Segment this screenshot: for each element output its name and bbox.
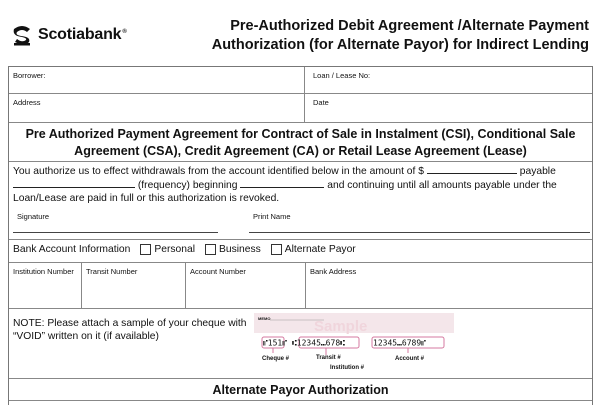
transit-number-caption: Transit # (316, 355, 341, 361)
borrower-label: Borrower: (13, 71, 46, 80)
account-number-field[interactable] (185, 263, 305, 308)
alternate-payor-label: Alternate Payor (284, 244, 356, 255)
cheque-number-micr: ⑈151⑈ (263, 338, 288, 348)
account-number-label: Account Number (190, 267, 246, 276)
personal-option[interactable] (140, 244, 195, 255)
pap-title-row (9, 123, 592, 162)
account-number-caption: Account # (395, 356, 425, 362)
form-title-line1: Pre-Authorized Debit Agreement /Alternate Payment (230, 18, 589, 34)
date-field[interactable] (304, 94, 594, 122)
bank-account-info (13, 244, 356, 255)
address-field[interactable] (9, 94, 304, 122)
alternate-payor-option[interactable] (271, 244, 356, 255)
auth-text-amount-intro: You authorize us to effect withdrawals from the account identified below in the amount of $ (13, 166, 424, 177)
bank-numbers-row (9, 263, 592, 309)
address-row (9, 94, 592, 123)
transit-number-label: Transit Number (86, 267, 138, 276)
beginning-date-blank[interactable] (240, 179, 324, 188)
cheque-sample-image (254, 313, 454, 377)
print-name-line[interactable] (249, 232, 590, 233)
account-number-micr: 12345⑉6789⑈ (373, 338, 426, 348)
bank-account-info-label: Bank Account Information (13, 244, 131, 255)
routing-number-micr: ⑆12345⑉678⑆ (292, 338, 345, 348)
address-label: Address (13, 98, 41, 107)
signature-line[interactable] (13, 232, 218, 233)
cheque-note-row (9, 309, 592, 379)
header (0, 0, 600, 66)
borrower-row (9, 67, 592, 94)
alternate-payor-title: Alternate Payor Authorization (212, 383, 389, 397)
loan-lease-no-label: Loan / Lease No: (313, 71, 371, 80)
borrower-field[interactable] (9, 67, 304, 93)
institution-number-field[interactable] (9, 263, 81, 308)
business-option[interactable] (205, 244, 261, 255)
signature-label: Signature (17, 212, 50, 221)
sample-watermark: Sample (314, 318, 368, 335)
institution-number-label: Institution Number (13, 267, 74, 276)
pap-section-title (9, 123, 592, 160)
personal-checkbox[interactable] (140, 244, 151, 255)
alternate-payor-checkbox[interactable] (271, 244, 282, 255)
frequency-blank[interactable] (13, 179, 135, 188)
business-label: Business (218, 244, 261, 255)
pap-title-line2: Agreement (CSA), Credit Agreement (CA) or Retail Lease Agreement (Lease) (74, 144, 527, 158)
agreement-form (8, 66, 593, 405)
signature-row (9, 208, 592, 240)
brand-name: Scotiabank® (38, 26, 127, 43)
scotiabank-logo (11, 24, 127, 46)
loan-lease-no-field[interactable] (304, 67, 594, 93)
date-label: Date (313, 98, 329, 107)
form-title (212, 17, 589, 55)
authorization-text (13, 165, 588, 206)
personal-label: Personal (154, 244, 195, 255)
institution-number-caption: Institution # (330, 365, 364, 371)
print-name-label: Print Name (253, 212, 291, 221)
alternate-payor-title-row (9, 379, 592, 401)
cheque-memo-text: MEMO (258, 316, 271, 321)
auth-text-revoked: Loan/Lease are paid in full or this authorization is revoked. (13, 193, 280, 204)
form-title-line2: Authorization (for Alternate Payor) for Indirect Lending (211, 37, 589, 53)
cheque-number-caption: Cheque # (262, 356, 290, 362)
cheque-note: NOTE: Please attach a sample of your cheque with “VOID” written on it (if available) (13, 318, 247, 342)
business-checkbox[interactable] (205, 244, 216, 255)
bank-address-field[interactable] (305, 263, 594, 308)
scotiabank-s-icon (11, 24, 33, 46)
transit-number-field[interactable] (81, 263, 185, 308)
authorization-text-block (9, 162, 592, 208)
auth-text-payable: payable (519, 166, 556, 177)
pap-title-line1: Pre Authorized Payment Agreement for Contract of Sale in Instalment (CSI), Conditional Sale (25, 127, 576, 141)
auth-text-continuing: and continuing until all amounts payable under the (327, 179, 557, 191)
auth-text-frequency: (frequency) beginning (137, 179, 238, 191)
bank-account-info-row (9, 240, 592, 263)
bank-address-label: Bank Address (310, 267, 357, 276)
amount-blank[interactable] (427, 165, 517, 174)
